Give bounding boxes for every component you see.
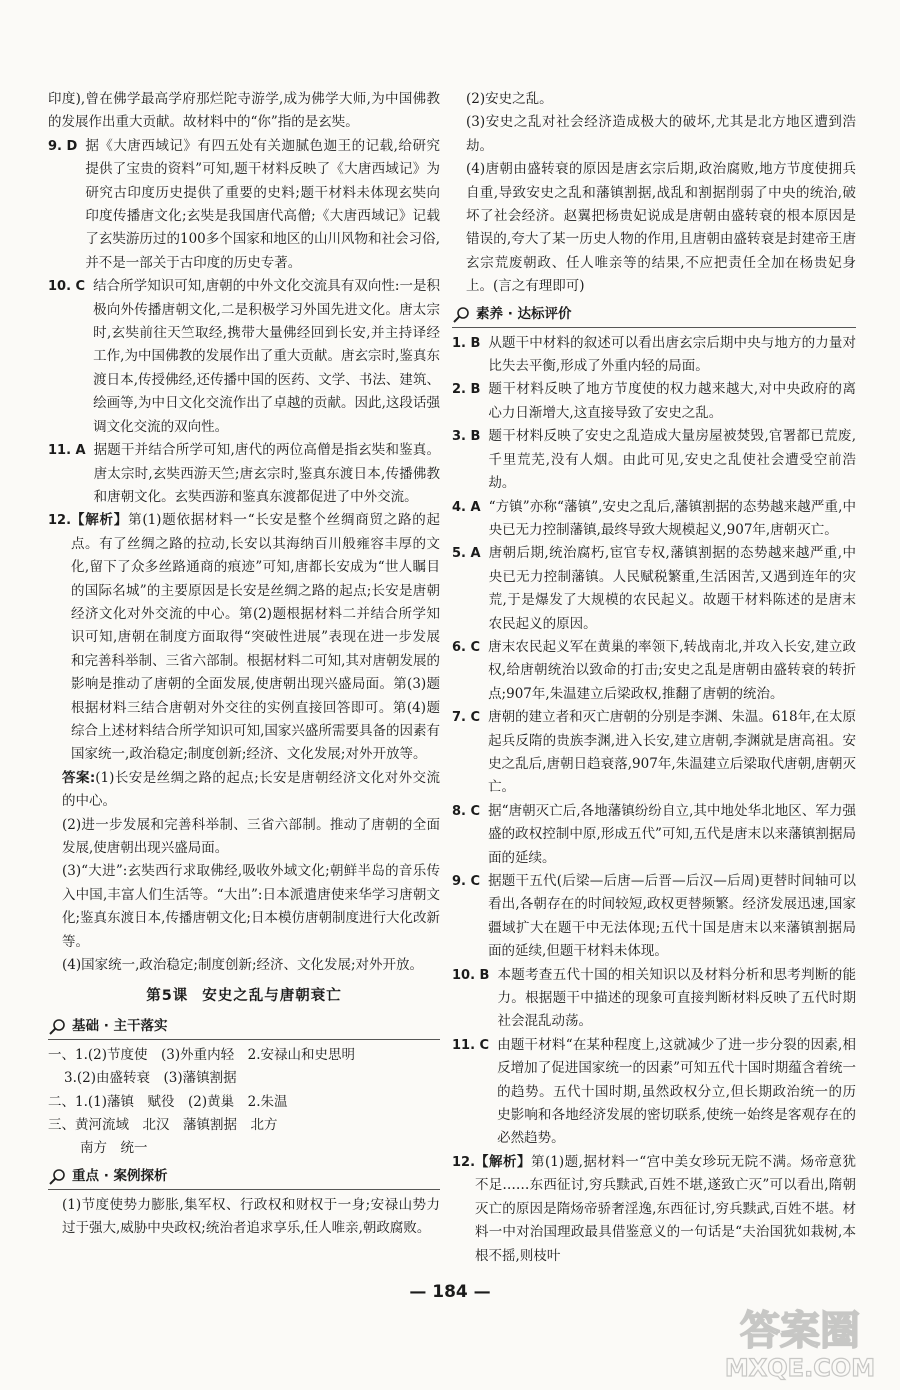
- answer-number: 2. B: [452, 382, 481, 398]
- case-answer-1: (1)节度使势力膨胀,集军权、行政权和财权于一身;安禄山势力过于强大,威胁中央政权;统治者追求享乐,任人唯亲,朝政腐败。: [62, 1196, 440, 1237]
- answer-explanation: 结合所学知识可知,唐朝的中外文化交流具有双向性:一是积极向外传播唐朝文化,二是积极学习外国先进文化。唐太宗时,玄奘前往天竺取经,携带大量佛经回到长安,并主持译经工作,为中国佛教的发展作出了重大贡献。唐玄宗时,鉴真东渡日本,传授佛经,还传播中国的医药、文学、书法、建筑、绘画等,为中日文化交流作出了卓越的贡献。因此,这段话强调文化交流的双向性。: [93, 278, 440, 435]
- section-header-case: [48, 1165, 440, 1190]
- svg-text:答案圈: 答案圈: [740, 1308, 860, 1354]
- answer-part-2: (2)进一步发展和完善科举制、三省六部制。推动了唐朝的全面发展,使唐朝出现兴盛局面。: [62, 816, 440, 856]
- case-answer-4: (4)唐朝由盛转衰的原因是唐玄宗后期,政治腐败,地方节度使拥兵自重,导致安史之乱和藩镇割据,战乱和割据削弱了中央的统治,破坏了社会经济。赵翼把杨贵妃说成是唐朝由盛转衰的根本原因是错误的,夸大了某一历史人物的作用,且唐朝由盛转衰是封建帝王唐玄宗荒废朝政、任人唯亲等的结果,不应把责任全加在杨贵妃身上。(言之有理即可): [466, 161, 856, 295]
- answer-number: 11. C: [452, 1037, 490, 1053]
- assess-item-10: [452, 964, 856, 1034]
- case-answer-2: (2)安史之乱。: [466, 91, 553, 107]
- answer-item-10: [48, 275, 440, 439]
- analysis-tag: 【解析】: [475, 1153, 531, 1170]
- watermark-logo: [716, 1296, 884, 1382]
- fill-answer-3a: 三、黄河流域 北汉 藩镇割据 北方: [48, 1117, 278, 1134]
- answer-item-11: [48, 439, 440, 509]
- answer-number: 3. B: [452, 429, 481, 445]
- analysis-text: 第(1)题依据材料一“长安是整个丝绸商贸之路的起点。有了丝绸之路的拉动,长安以其海纳百川般雍容丰厚的文化,留下了众多丝路通商的痕迹”可知,唐都长安成为“世人瞩目的国际名城”的主要原因是长安是丝绸之路的起点;长安是唐朝经济文化对外交流的中心。第(2)题根据材料二并结合所学知识可知,唐朝在制度方面取得“突破性进展”表现在进一步发展和完善科举制、三省六部制。根据材料二可知,其对唐朝发展的影响是推动了唐朝的全面发展,使唐朝出现兴盛局面。第(3)题根据材料三结合唐朝对外交往的实例直接回答即可。第(4)题综合上述材料结合所学知识可知,国家兴盛所需要具备的因素有国家统一,政治稳定;制度创新;经济、文化发展;对外开放等。: [71, 512, 440, 763]
- answer-number: 8. C: [452, 803, 481, 819]
- case-answer-3: (3)安史之乱对社会经济造成极大的破坏,尤其是北方地区遭到浩劫。: [466, 114, 856, 154]
- answer-part-1: (1)长安是丝绸之路的起点;长安是唐朝经济文化对外交流的中心。: [62, 769, 440, 810]
- assess-item-6: [452, 636, 856, 706]
- assess-item-12: [452, 1151, 856, 1268]
- answer-part-4: (4)国家统一,政治稳定;制度创新;经济、文化发展;对外开放。: [62, 957, 424, 974]
- answer-number: 5. A: [452, 546, 481, 562]
- section-header-assessment: [452, 303, 856, 328]
- answer-explanation: 唐朝的建立者和灭亡唐朝的分别是李渊、朱温。618年,在太原起兵反隋的贵族李渊,进入长安,建立唐朝,李渊就是唐高祖。安史之乱后,唐朝日趋衰落,907年,朱温建立后梁取代唐朝,唐朝灭亡。: [488, 709, 856, 796]
- answer-part-3: (3)“大进”:玄奘西行求取佛经,吸收外域文化;朝鲜半岛的音乐传入中国,丰富人们生活等。“大出”:日本派遣唐使来华学习唐朝文化;鉴真东渡日本,传播唐朝文化;日本模仿唐朝制度进行大化改新等。: [62, 863, 440, 950]
- answer-explanation: 据题干并结合所学可知,唐代的两位高僧是指玄奘和鉴真。唐太宗时,玄奘西游天竺;唐玄宗时,鉴真东渡日本,传播佛教和唐朝文化。玄奘西游和鉴真东渡都促进了中外交流。: [93, 442, 440, 505]
- answer-number: 4. A: [452, 499, 481, 515]
- magnifier-icon: [48, 1168, 68, 1186]
- answer-explanation: 据《大唐西域记》有四五处有关迦腻色迦王的记载,给研究提供了宝贵的资料”可知,题干材料反映了《大唐西域记》为研究古印度历史提供了重要的史料;题干材料未体现玄奘向印度传播唐文化;玄奘是我国唐代高僧;《大唐西域记》记载了玄奘游历过的100多个国家和地区的山川风物和社会习俗,并不是一部关于古印度的历史专著。: [85, 137, 440, 271]
- answer-explanation: 由题干材料“在某种程度上,这就减少了进一步分裂的因素,相反增加了促进国家统一的因素”可知五代十国时期蕴含着统一的趋势。五代十国时期,虽然政权分立,但长期政治统一的历史影响和各地经济发展的密切联系,使统一始终是客观存在的必然趋势。: [497, 1036, 856, 1147]
- answer-explanation: 题干材料反映了安史之乱造成大量房屋被焚毁,官署都已荒废,千里荒芜,没有人烟。由此可见,安史之乱使社会遭受空前浩劫。: [488, 428, 856, 492]
- answer-explanation: 据“唐朝灭亡后,各地藩镇纷纷自立,其中地处华北地区、军力强盛的政权控制中原,形成五代”可知,五代是唐末以来藩镇割据局面的延续。: [488, 802, 856, 866]
- answer-number: 10. C: [48, 279, 86, 295]
- lesson-number: 第5课: [146, 988, 189, 1005]
- answer-number: 12.: [48, 513, 72, 529]
- section-title: 重点 · 案例探析: [72, 1168, 168, 1185]
- assess-item-7: [452, 706, 856, 800]
- answer-explanation: 唐末农民起义军在黄巢的率领下,转战南北,并攻入长安,建立政权,给唐朝统治以致命的打击;安史之乱是唐朝由盛转衰的转折点;907年,朱温建立后梁政权,推翻了唐朝的统治。: [488, 638, 856, 702]
- answer-explanation: 据题干五代(后梁—后唐—后晋—后汉—后周)更替时间轴可以看出,各朝存在的时间较短,政权更替频繁。经济发展迅速,国家疆域扩大在题干中无法体现;五代十国是唐末以来藩镇割据局面的延续,但题干材料未体现。: [488, 873, 856, 960]
- magnifier-icon: [48, 1018, 68, 1036]
- assess-item-11: [452, 1034, 856, 1151]
- answer-explanation: [71, 509, 440, 766]
- answer-number: 10. B: [452, 967, 490, 983]
- assess-item-1: [452, 332, 856, 379]
- assess-item-5: [452, 542, 856, 636]
- answer-number: 11. A: [48, 443, 86, 459]
- answer-label: 答案:: [62, 769, 96, 786]
- assess-item-2: [452, 378, 856, 425]
- assess-item-8: [452, 800, 856, 870]
- assess-item-3: [452, 425, 856, 495]
- section-title: 素养 · 达标评价: [476, 305, 572, 322]
- answer-number: 9. D: [48, 138, 78, 154]
- answer-explanation: 唐朝后期,统治腐朽,宦官专权,藩镇割据的态势越来越严重,中央已无力控制藩镇。人民赋税繁重,生活困苦,又遇到连年的灾荒,于是爆发了大规模的农民起义。故题干材料陈述的是唐末农民起义的原因。: [488, 545, 856, 632]
- right-column: [452, 88, 856, 1268]
- fill-answer-3b: 南方 统一: [80, 1140, 148, 1157]
- left-column: [48, 88, 440, 1241]
- analysis-tag: 【解析】: [71, 512, 129, 529]
- analysis-text: 第(1)题,据材料一“宫中美女珍玩无院不满。炀帝意犹不足……东西征讨,穷兵黩武,百姓不堪,遂致亡灭”可以看出,隋朝灭亡的原因是隋炀帝骄奢淫逸,东西征讨,穷兵黩武,百姓不堪。材料一中对治国理政最具借鉴意义的一句话是“夫治国犹如栽树,本根不摇,则枝叶: [475, 1153, 856, 1264]
- lesson-title: [48, 985, 440, 1008]
- fill-answer-2: 二、1.(1)藩镇 赋役 (2)黄巢 2.朱温: [48, 1093, 288, 1110]
- answer-explanation: [475, 1151, 856, 1268]
- answer-number: 1. B: [452, 335, 481, 351]
- section-title: 基础 · 主干落实: [72, 1018, 168, 1035]
- assess-item-4: [452, 496, 856, 543]
- answer-number: 12.: [452, 1154, 476, 1170]
- page-number: — 184 —: [409, 1282, 491, 1302]
- answer-number: 6. C: [452, 639, 481, 655]
- svg-text:MXQE.COM: MXQE.COM: [724, 1354, 876, 1382]
- assess-item-9: [452, 870, 856, 964]
- lesson-name: 安史之乱与唐朝衰亡: [202, 988, 342, 1005]
- answer-explanation: “方镇”亦称“藩镇”,安史之乱后,藩镇割据的态势越来越严重,中央已无力控制藩镇,最终导致大规模起义,907年,唐朝灭亡。: [488, 498, 856, 538]
- answer-number: 9. C: [452, 874, 481, 889]
- section-header-basics: [48, 1015, 440, 1040]
- answer-explanation: 题干材料反映了地方节度使的权力越来越大,对中央政府的离心力日渐增大,这直接导致了安史之乱。: [488, 381, 856, 421]
- answer-label-line: [48, 767, 440, 814]
- q8-continuation: 印度),曾在佛学最高学府那烂陀寺游学,成为佛学大师,为中国佛教的发展作出重大贡献。故材料中的“你”指的是玄奘。: [48, 91, 440, 131]
- fill-answer-1b: 3.(2)由盛转衰 (3)藩镇割据: [64, 1070, 237, 1087]
- answer-number: 7. C: [452, 710, 481, 726]
- answer-item-9: [48, 135, 440, 275]
- magnifier-icon: [452, 306, 472, 324]
- answer-item-12: [48, 509, 440, 766]
- fill-answer-1a: 一、1.(2)节度使 (3)外重内轻 2.安禄山和史思明: [48, 1046, 356, 1063]
- answer-explanation: 从题干中材料的叙述可以看出唐玄宗后期中央与地方的力量对比失去平衡,形成了外重内轻的局面。: [488, 334, 856, 375]
- answer-explanation: 本题考查五代十国的相关知识以及材料分析和思考判断的能力。根据题干中描述的现象可直接判断材料反映了五代时期社会混乱动荡。: [497, 966, 856, 1030]
